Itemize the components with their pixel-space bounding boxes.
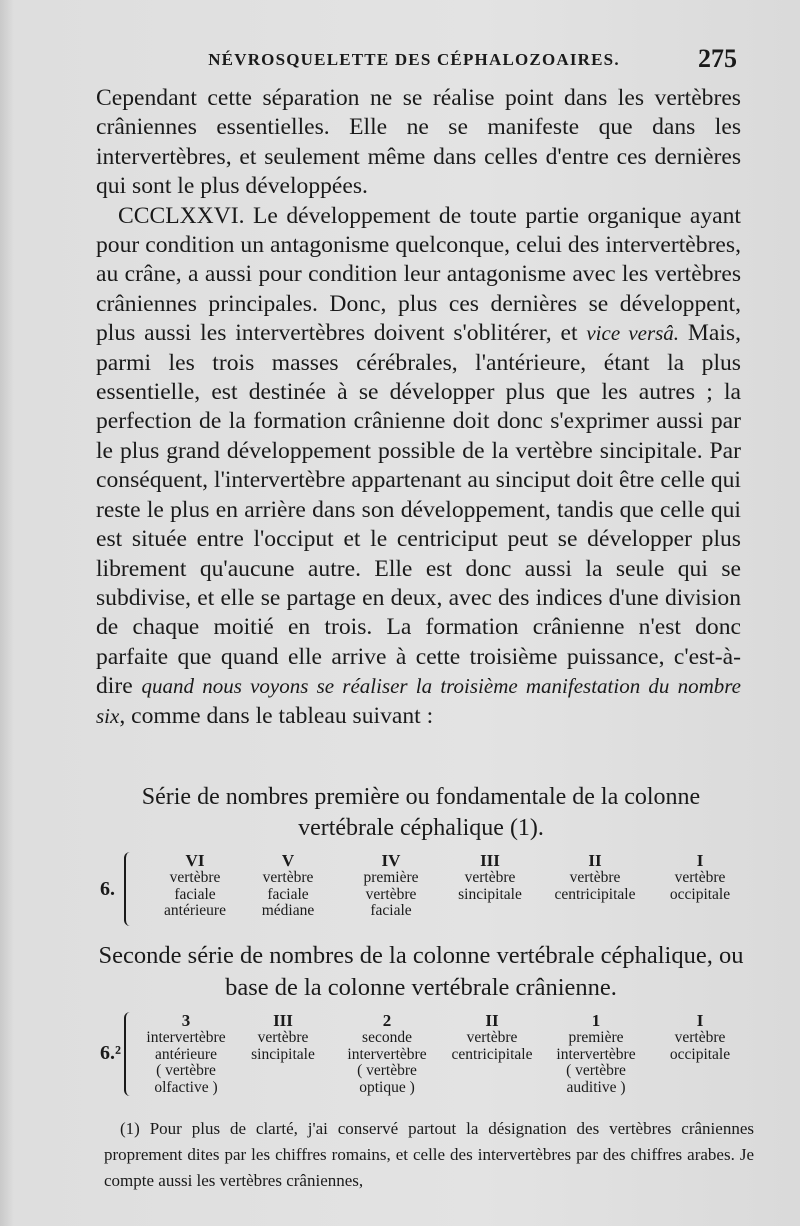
column-line: ( vertèbre <box>566 1062 626 1079</box>
table2-column <box>544 1012 648 1096</box>
paragraph-text-part: , comme dans le tableau suivant : <box>119 702 434 729</box>
italic-phrase: vice versâ. <box>586 321 680 346</box>
column-line: vertèbre <box>569 869 621 886</box>
column-line: intervertèbre <box>347 1045 427 1063</box>
column-number: V <box>281 851 295 870</box>
column-line: auditive ) <box>566 1078 626 1096</box>
column-line: médiane <box>261 902 315 919</box>
column-number: III <box>273 1011 293 1030</box>
column-number: 3 <box>181 1011 191 1030</box>
column-number: II <box>485 1011 499 1030</box>
column-line: faciale <box>267 885 309 903</box>
table1-label: 6. <box>100 878 115 900</box>
column-number: II <box>588 851 602 870</box>
footnote-text: (1) Pour plus de clarté, j'ai conservé partout la désignation des vertèbres crâniennes proprement dites par les chiffres romains, et celle des intervertèbres par des chiffres arabes. Je compte aussi les vertèbres crâniennes, <box>104 1119 754 1190</box>
column-line: occipitale <box>669 1045 731 1063</box>
column-line: antérieure <box>155 1045 217 1063</box>
brace <box>124 1012 134 1096</box>
column-number: VI <box>185 851 205 870</box>
paragraph-text-part: Mais, parmi les trois masses cérébrales, l'antérieure, étant la plus essentielle, est destinée à se développer plus que les autres ; la perfection de la formation crânienne doit donc s'exprimer aussi par le plus grand développement possible de la vertèbre sincipitale. Par conséquent, l'intervertèbre appartenant au sinciput doit être celle qui reste le plus en arrière dans son développement, tandis que celle qui est située entre l'occiput et le centriciput peut se développer plus librement qu'aucune autre. Elle est donc aussi la seule qui se subdivise, et elle se partage en deux, avec des indices d'une division de chaque moitié en trois. La formation crânienne n'est donc parfaite que quand elle arrive à cette troisième puissance, c'est-à-dire <box>96 320 741 700</box>
column-line: vertèbre <box>674 869 726 886</box>
italic-phrase: quand nous voyons se réaliser la troisième manifestation du nombre six <box>96 674 741 728</box>
column-number: IV <box>381 851 401 870</box>
column-line: faciale <box>370 902 412 919</box>
column-number: III <box>480 851 500 870</box>
paragraph-ccclxxvi <box>96 202 741 731</box>
column-line: ( vertèbre <box>156 1062 216 1079</box>
paragraph-text-part: CCCLXXVI. Le développement de toute partie organique ayant pour condition un antagonisme quelconque, celui des intervertèbres, au crâne, a aussi pour condition leur antagonisme avec les vertèbres crâniennes principales. Donc, plus ces dernières se développent, plus aussi les intervertèbres doivent s'oblitérer, et <box>96 202 741 347</box>
column-line: première <box>568 1029 624 1046</box>
table2-column <box>134 1012 238 1096</box>
column-line: optique ) <box>359 1078 415 1096</box>
table2-heading: Seconde série de nombres de la colonne vertébrale céphalique, ou base de la colonne vertébrale crânienne. <box>98 942 744 1001</box>
column-line: seconde <box>362 1029 412 1046</box>
column-line: première <box>363 869 419 886</box>
column-line: sincipitale <box>458 885 522 903</box>
table1-column <box>538 852 652 903</box>
column-line: intervertèbre <box>146 1029 226 1046</box>
table2-column <box>334 1012 440 1096</box>
table1-column <box>142 852 248 920</box>
table2-label: 6.² <box>100 1042 121 1064</box>
paragraph-continuation: Cependant cette séparation ne se réalise point dans les vertèbres crâniennes essentielles. Elle ne se manifeste que dans les intervertèbres, et seulement même dans celles d'entre ces dernières qui sont le plus développées. <box>96 85 741 200</box>
column-number: 1 <box>591 1011 601 1030</box>
table1-heading: Série de nombres première ou fondamentale de la colonne vertébrale céphalique (1). <box>141 784 701 841</box>
column-line: occipitale <box>669 885 731 903</box>
table1-column <box>444 852 536 903</box>
main-text <box>96 84 741 731</box>
column-line: ( vertèbre <box>357 1062 417 1079</box>
running-title: NÉVROSQUELETTE DES CÉPHALOZOAIRES. <box>208 50 620 69</box>
column-line: vertèbre <box>466 1029 518 1046</box>
column-line: vertèbre <box>464 869 516 886</box>
column-line: centricipitale <box>451 1045 533 1063</box>
column-line: faciale <box>174 885 216 903</box>
column-line: vertèbre <box>262 869 314 886</box>
table1-column <box>348 852 434 920</box>
table2-column <box>652 1012 748 1063</box>
table1-column <box>652 852 748 903</box>
column-number: 2 <box>382 1011 392 1030</box>
column-line: vertèbre <box>169 869 221 886</box>
column-line: sincipitale <box>251 1045 315 1063</box>
column-line: antérieure <box>164 902 226 919</box>
page-number: 275 <box>698 44 737 73</box>
column-number: I <box>696 851 704 870</box>
column-line: intervertèbre <box>556 1045 636 1063</box>
column-line: vertèbre <box>257 1029 309 1046</box>
table1-column <box>248 852 328 920</box>
brace <box>124 852 134 926</box>
table2-column <box>440 1012 544 1063</box>
table2-column <box>238 1012 328 1063</box>
footnote <box>104 1116 754 1194</box>
column-line: centricipitale <box>554 885 636 903</box>
column-number: I <box>696 1011 704 1030</box>
column-line: olfactive ) <box>154 1078 218 1096</box>
column-line: vertèbre <box>674 1029 726 1046</box>
column-line: vertèbre <box>365 885 417 903</box>
